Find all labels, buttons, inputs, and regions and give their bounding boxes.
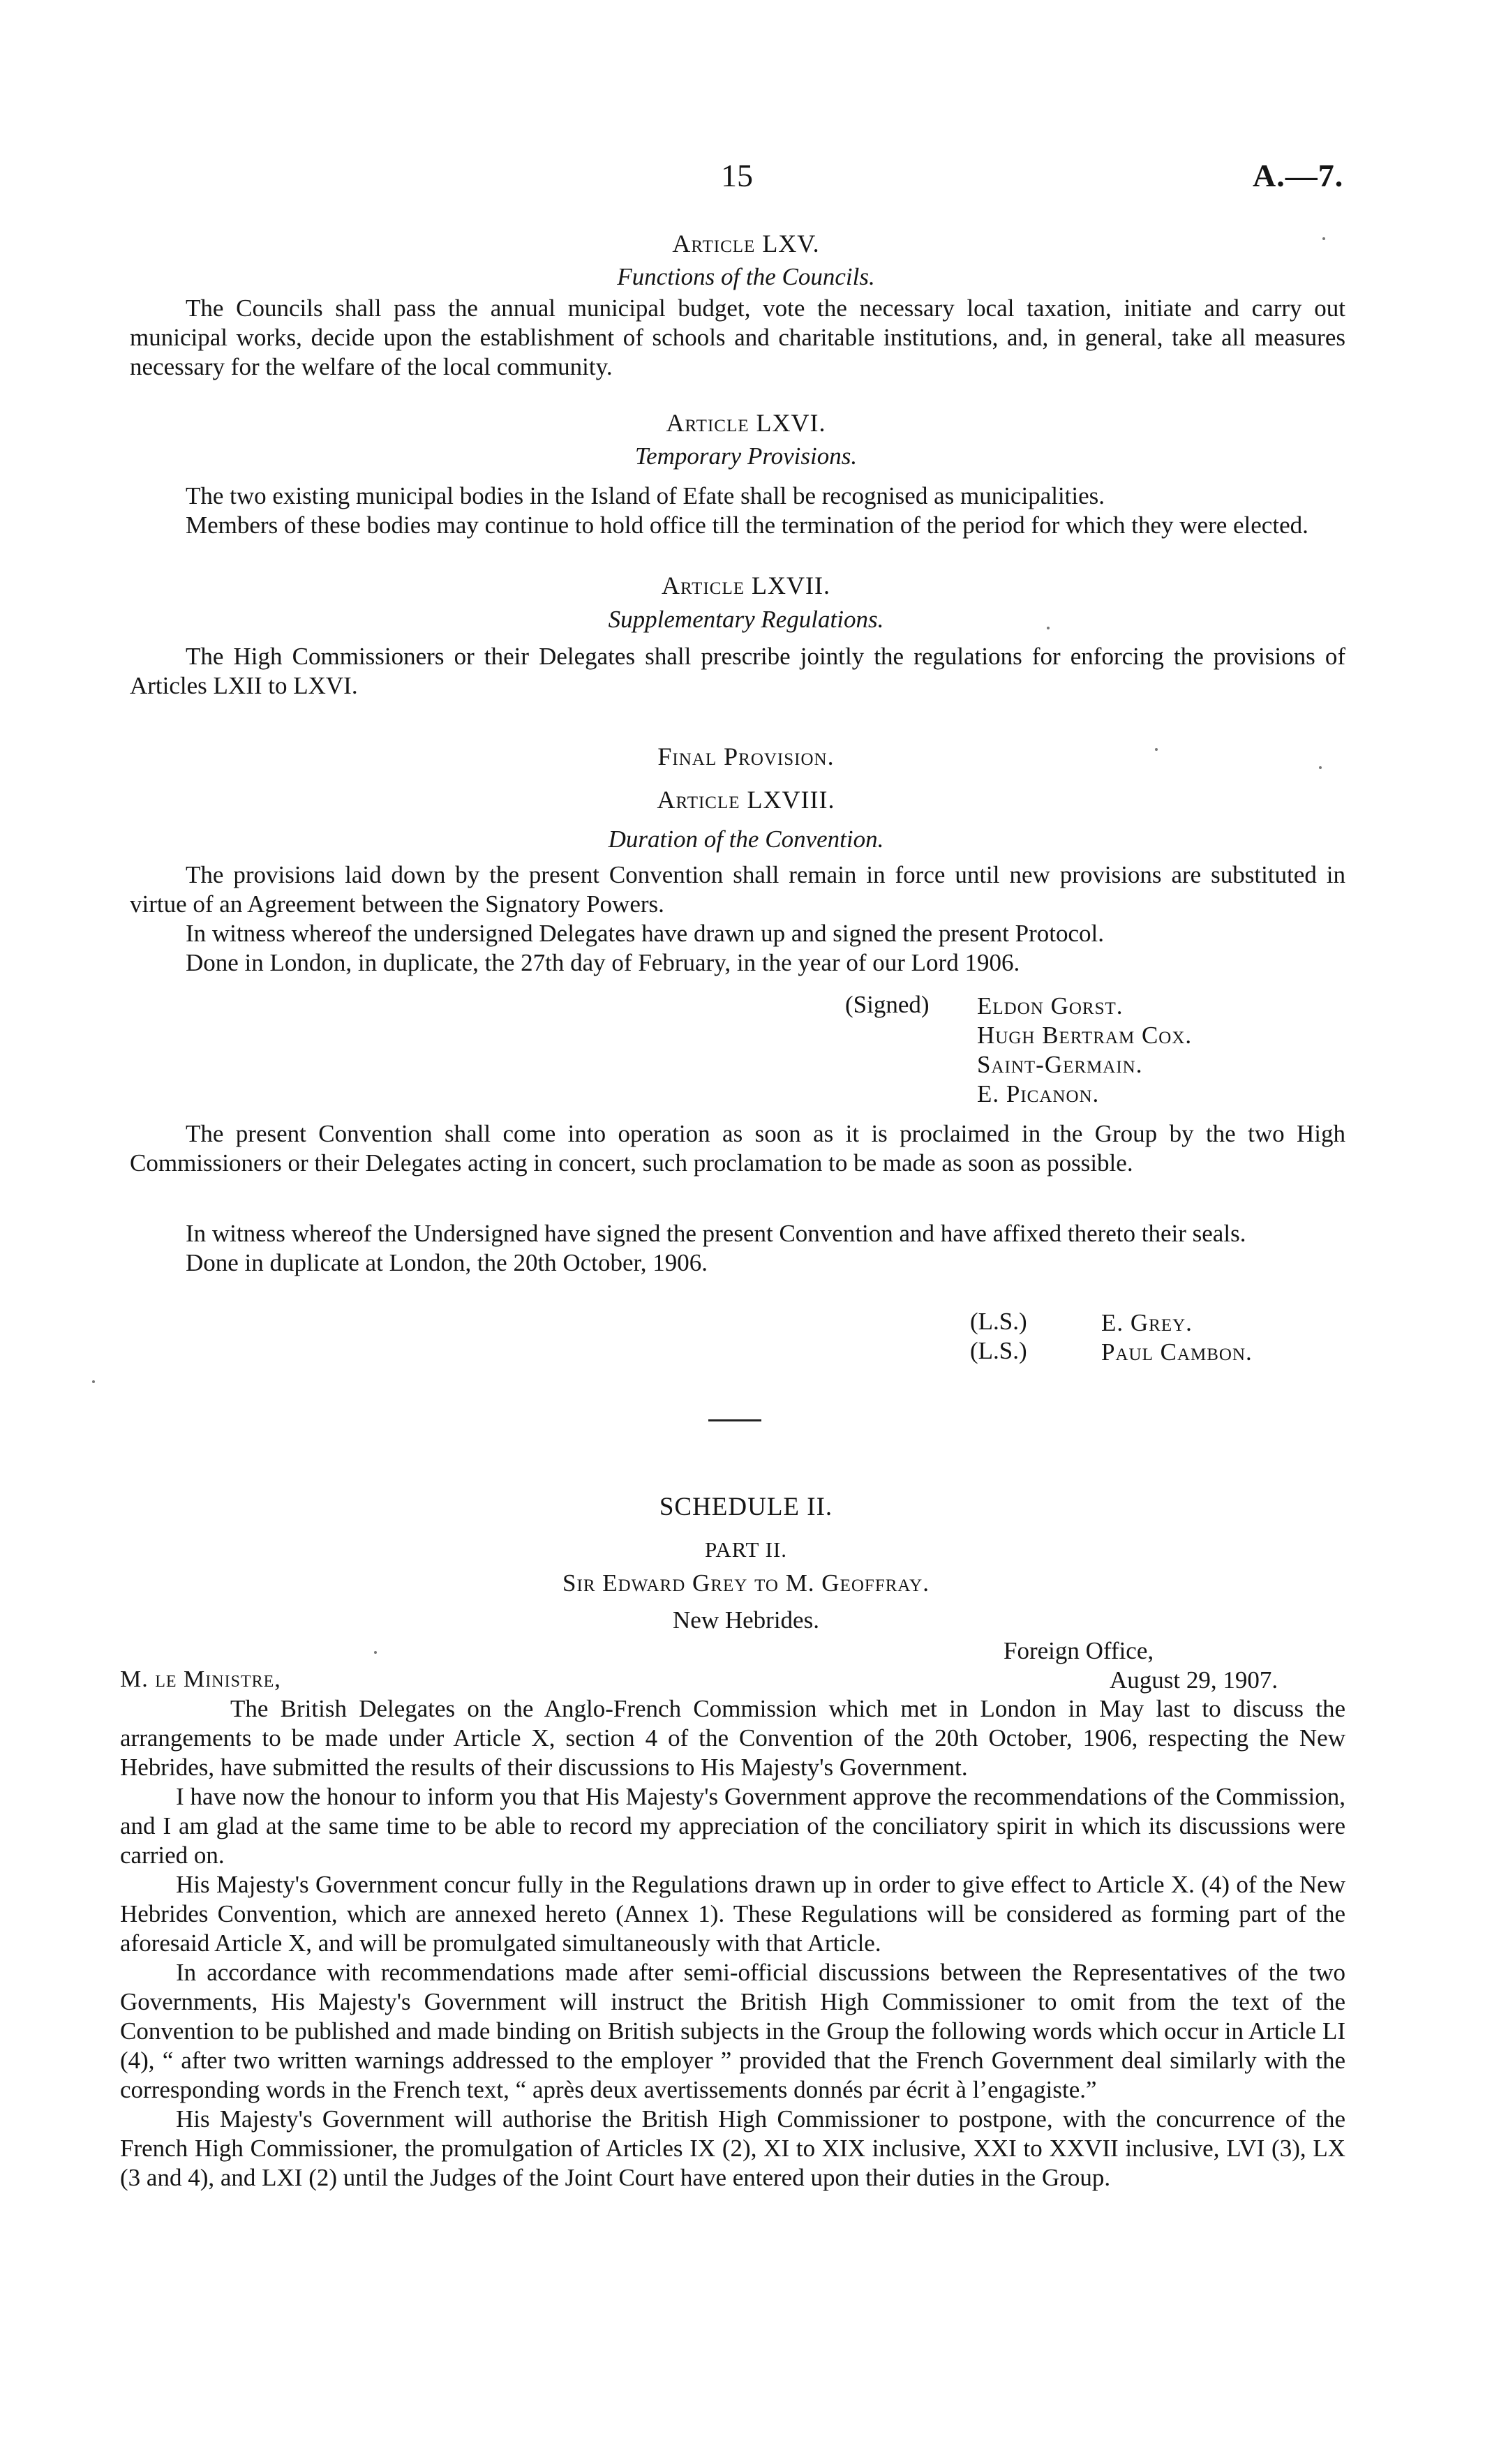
article-68-text — [130, 860, 1345, 978]
convention-paragraph-3: Done in duplicate at London, the 20th October, 1906. — [186, 1249, 708, 1276]
letter-salutation: M. le Ministre, — [120, 1666, 281, 1692]
article-67-subheading: Supplementary Regulations. — [608, 606, 884, 633]
signed-label: (Signed) — [845, 991, 930, 1018]
signatory-name: E. Grey. — [1101, 1309, 1193, 1336]
article-68-paragraph-2: In witness whereof the undersigned Delegates have drawn up and signed the present Protocol. — [186, 920, 1105, 947]
final-provision-heading: Final Provision. — [657, 742, 835, 770]
signatory-name: Eldon Gorst. — [977, 992, 1124, 1020]
seal-mark: (L.S.) — [970, 1308, 1027, 1335]
scan-speck — [374, 1651, 377, 1654]
letter-paragraph-4: In accordance with recommendations made after semi-official discussions between the Representatives of the two Governments, His Majesty's Government will instruct the British High Commissioner to omit from the text of the Convention to be published and made binding on British subjects in the Group the following words which occur in Article LI (4), “ after two written warnings addressed to the employer ” provided that the French Government deal similarly with the corresponding words in the French text, “ après deux avertissements donnés par écrit à l’engagiste.” — [120, 1959, 1345, 2103]
scan-speck — [1319, 766, 1322, 769]
convention-witness-text — [130, 1219, 1345, 1278]
article-67-paragraph: The High Commissioners or their Delegates shall prescribe jointly the regulations for enforcing the provisions of Articles LXII to LXVI. — [130, 643, 1345, 699]
article-66-paragraph-2: Members of these bodies may continue to hold office till the termination of the period for which they were elected. — [186, 512, 1308, 539]
letter-body — [120, 1694, 1345, 2193]
article-66-heading: Article LXVI. — [666, 409, 826, 437]
subject-heading: New Hebrides. — [673, 1606, 819, 1634]
seal-mark: (L.S.) — [970, 1337, 1027, 1364]
article-68-paragraph-1: The provisions laid down by the present Convention shall remain in force until new provisions are substituted in virtue of an Agreement between the Signatory Powers. — [130, 861, 1345, 918]
scan-speck — [92, 1380, 95, 1383]
article-68-paragraph-3: Done in London, in duplicate, the 27th day of February, in the year of our Lord 1906. — [186, 949, 1020, 976]
letter-paragraph-1: The British Delegates on the Anglo-French Commission which met in London in May last to discuss the arrangements to be made under Article X, section 4 of the Convention of the 20th October, 1906, respecting the New Hebrides, have submitted the results of their discussions to His Majesty's Government. — [120, 1695, 1345, 1781]
article-66-paragraph-1: The two existing municipal bodies in the Island of Efate shall be recognised as municipalities. — [186, 482, 1105, 509]
letter-date: August 29, 1907. — [1110, 1666, 1278, 1694]
page-number: 15 — [721, 158, 753, 193]
letter-paragraph-5: His Majesty's Government will authorise the British High Commissioner to postpone, with the concurrence of the French High Commissioner, the promulgation of Articles IX (2), XI to XIX inclusive, XXI to XXVII inclusive, LVI (3), LX (3 and 4), and LXI (2) until the Judges of the Joint Court have entered upon their duties in the Group. — [120, 2105, 1345, 2191]
article-65-text — [130, 294, 1345, 382]
scan-speck — [1047, 627, 1050, 629]
article-65-paragraph: The Councils shall pass the annual municipal budget, vote the necessary local taxation, initiate and carry out municipal works, decide upon the establishment of schools and charitable institutions, and, in general, take all measures necessary for the welfare of the local community. — [130, 294, 1345, 380]
correspondence-heading: Sir Edward Grey to M. Geoffray. — [562, 1569, 930, 1597]
signatory-name: Hugh Bertram Cox. — [977, 1022, 1193, 1049]
article-68-subheading: Duration of the Convention. — [608, 826, 884, 853]
article-65-heading: Article LXV. — [672, 230, 820, 257]
letter-paragraph-3: His Majesty's Government concur fully in the Regulations drawn up in order to give effect to Article X. (4) of the New Hebrides Convention, which are annexed hereto (Annex 1). These Regulations will be considered as forming part of the aforesaid Article X, and will be promulgated simultaneously with that Article. — [120, 1871, 1345, 1957]
scan-speck — [1322, 237, 1325, 240]
signatory-name: E. Picanon. — [977, 1080, 1100, 1107]
scan-speck — [1155, 748, 1158, 751]
document-reference: A.—7. — [1253, 158, 1344, 193]
convention-paragraph-2: In witness whereof the Undersigned have signed the present Convention and have affixed thereto their seals. — [186, 1220, 1246, 1247]
article-66-text — [130, 481, 1345, 540]
article-65-subheading: Functions of the Councils. — [617, 263, 875, 290]
signatory-name: Paul Cambon. — [1101, 1338, 1253, 1366]
convention-text — [130, 1119, 1345, 1178]
article-66-subheading: Temporary Provisions. — [634, 442, 858, 470]
letter-office: Foreign Office, — [1004, 1637, 1154, 1664]
section-divider — [708, 1419, 761, 1421]
article-68-heading: Article LXVIII. — [657, 786, 835, 814]
convention-paragraph-1: The present Convention shall come into operation as soon as it is proclaimed in the Group by the two High Commissioners or their Delegates acting in concert, such proclamation to be made as soon as possible. — [130, 1120, 1345, 1177]
letter-paragraph-2: I have now the honour to inform you that His Majesty's Government approve the recommendations of the Commission, and I am glad at the same time to be able to record my appreciation of the conciliatory spirit in which its discussions were carried on. — [120, 1783, 1345, 1869]
signatory-name: Saint-Germain. — [977, 1051, 1143, 1078]
article-67-text — [130, 642, 1345, 701]
schedule-title: SCHEDULE II. — [659, 1493, 833, 1521]
article-67-heading: Article LXVII. — [662, 572, 830, 599]
schedule-part: PART II. — [704, 1537, 788, 1562]
